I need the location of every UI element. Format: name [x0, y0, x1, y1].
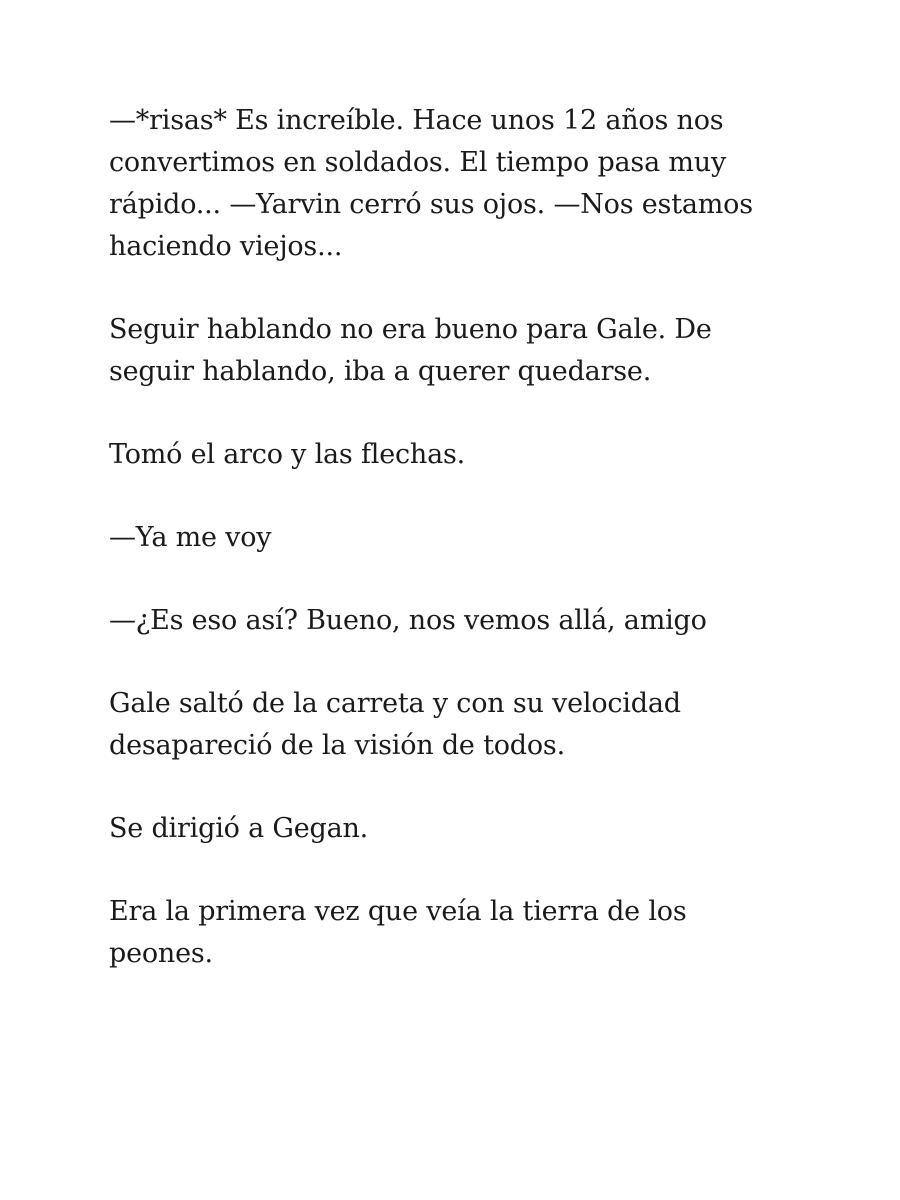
- paragraph-3: Tomó el arco y las flechas.: [109, 439, 466, 470]
- paragraph-7: Se dirigió a Gegan.: [109, 813, 369, 844]
- paragraph-8: Era la primera vez que veía la tierra de los peones.: [109, 896, 687, 969]
- paragraph-6: Gale saltó de la carreta y con su velocidad desapareció de la visión de todos.: [109, 688, 681, 761]
- reading-page: [109, 100, 789, 975]
- paragraph-4: —Ya me voy: [109, 522, 272, 553]
- paragraph-1: —*risas* Es increíble. Hace unos 12 años nos convertimos en soldados. El tiempo pasa muy rápido... —Yarvin cerró sus ojos. —Nos estamos haciendo viejos...: [109, 105, 753, 262]
- paragraph-2: Seguir hablando no era bueno para Gale. De seguir hablando, iba a querer quedarse.: [109, 314, 712, 387]
- paragraph-5: —¿Es eso así? Bueno, nos vemos allá, amigo: [109, 605, 707, 636]
